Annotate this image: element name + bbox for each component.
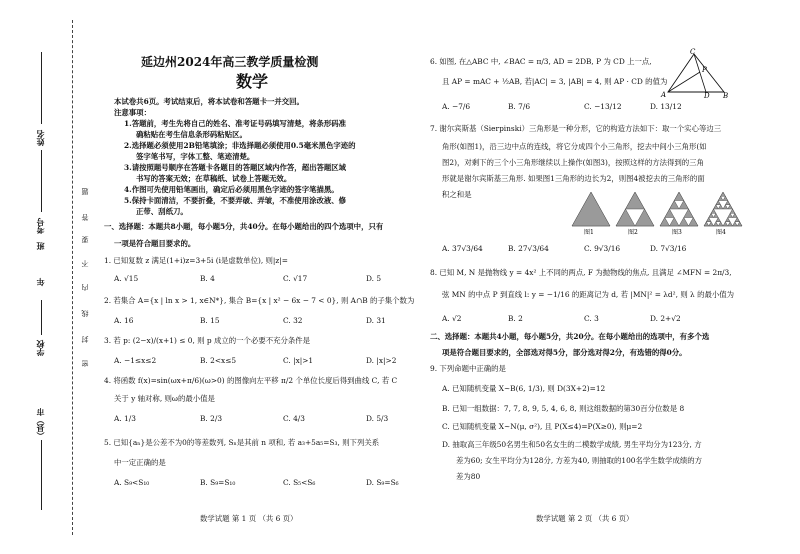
question-7-stem-cont: 形就是谢尔宾斯基三角形. 如果图1三角形的边长为2，则图4被挖去的三角形的面 — [442, 174, 705, 183]
q6-option-a: A. −7/6 — [442, 102, 471, 111]
name-line — [41, 52, 42, 124]
question-1-stem: 1. 已知复数 z 满足(1+i)z=3+5i (i是虚数单位), 则|z|= — [104, 256, 288, 265]
q1-option-d: D. 5 — [366, 274, 382, 283]
sierpinski-figure-4 — [704, 192, 742, 226]
q6-triangle-figure — [660, 48, 730, 98]
exam-title: 延边州2024年高三教学质量检测 — [141, 55, 319, 69]
sierpinski-figure-1 — [572, 192, 610, 226]
q5-option-b: B. S₉=S₁₀ — [200, 478, 236, 487]
page-1-footer: 数学试题 第 1 页 （共 6 页） — [200, 514, 298, 523]
q1-option-c: C. √17 — [283, 274, 308, 283]
notice-line: 签字笔书写，字体工整、笔迹清楚。 — [136, 152, 255, 161]
sierpinski-triangle — [721, 192, 726, 196]
q4-option-c: C. 4/3 — [283, 414, 305, 423]
figure-label: 图1 — [584, 229, 594, 235]
question-7-stem-cont: 积之和是 — [442, 190, 472, 199]
subject-title: 数学 — [236, 72, 269, 91]
sierpinski-triangle — [626, 192, 645, 209]
question-6-stem-cont: 且 AP = mAC + ½AB, 若|AC| = 3, |AB| = 4, 则 AP · CD 的值为 — [442, 77, 668, 86]
q3-option-d: D. |x|>2 — [366, 356, 397, 365]
figure-label: 图4 — [716, 229, 726, 235]
sierpinski-figures — [570, 190, 745, 235]
q3-option-a: A. −1≤x≤2 — [114, 356, 157, 365]
q2-option-d: D. 31 — [366, 316, 386, 325]
q8-option-c: C. 3 — [584, 314, 599, 323]
q9-option-d-cont: 差为80 — [456, 472, 481, 481]
q5-option-c: C. S₅<S₆ — [283, 478, 316, 487]
q4-option-d: D. 5/3 — [366, 414, 389, 423]
seal-word: 线 — [81, 310, 89, 317]
notice-title: 注意事项： — [114, 108, 151, 117]
page-2-footer: 数学试题 第 2 页 （共 6 页） — [536, 514, 634, 523]
q3-option-c: C. |x|>1 — [283, 356, 314, 365]
seal-word: 密 — [81, 360, 89, 367]
q7-option-b: B. 27√3/64 — [508, 244, 549, 253]
q6-option-b: B. 7/6 — [508, 102, 531, 111]
section1-title-cont: 一项是符合题目要求的。 — [114, 239, 196, 248]
q5-option-a: A. S₉<S₁₀ — [114, 478, 150, 487]
question-9-stem: 9. 下列命题中正确的是 — [430, 364, 506, 373]
name-label: 姓名 — [35, 130, 45, 146]
notice-line: 1.答题前，考生先将自己的姓名、准考证号码填写清楚，将条形码准 — [124, 119, 347, 128]
notice-line: 4.作图可先使用铅笔画出，确定后必须用黑色字迹的签字笔描黑。 — [124, 185, 339, 194]
exam-no-line — [41, 150, 42, 212]
section2-title-cont: 项是符合题目要求的，全部选对得5分，部分选对得2分，有选错的得0分。 — [442, 348, 687, 357]
question-3-stem: 3. 若 p: (2−x)/(x+1) ≤ 0, 则 p 成立的一个必要不充分条件是 — [104, 336, 311, 345]
q2-option-b: B. 15 — [200, 316, 220, 325]
question-4-stem-cont: 关于 y 轴对称, 则ω的最小值是 — [114, 394, 215, 403]
question-7-stem: 7. 谢尔宾斯基（Sierpinski）三角形是一种分形，它的构造方法如下：取一个实心等边三 — [430, 124, 722, 133]
q5-option-d: D. S₉=S₆ — [366, 478, 399, 487]
intro-line: 本试卷共6页。考试结束后，将本试卷和答题卡一并交回。 — [114, 97, 304, 106]
section1-title: 一、选择题：本题共8小题，每小题5分，共40分。在每小题给出的四个选项中，只有 — [104, 222, 384, 231]
question-2-stem: 2. 若集合 A={x | ln x > 1, x∈N*}, 集合 B={x | x² − 6x − 7 < 0}, 则 A∩B 的子集个数为 — [104, 296, 415, 305]
notice-line: 5.保持卡面清洁，不要折叠，不要弄破、弄皱，不准使用涂改液、修 — [124, 196, 347, 205]
seal-word: 不 — [81, 260, 89, 267]
notice-line: 正带、刮纸刀。 — [136, 207, 188, 216]
q6-option-d: D. 13/12 — [650, 102, 682, 111]
question-6-stem: 6. 如图, 在△ABC 中, ∠BAC = π/3, AD = 2DB, P 为 CD 上一点, — [430, 57, 652, 66]
exam-no-label: 考号 — [35, 218, 45, 234]
q9-option-b: B. 已知一组数据：7, 7, 8, 9, 5, 4, 6, 8, 则这组数据的第30百分位数是 8 — [442, 404, 685, 413]
label-a: A — [661, 91, 667, 98]
q2-option-c: C. 32 — [283, 316, 303, 325]
notice-line: 2.选择题必须使用2B铅笔填涂；非选择题必须使用0.5毫米黑色字迹的 — [124, 141, 356, 150]
seal-word: 要 — [81, 236, 89, 243]
q7-option-d: D. 7√3/16 — [650, 244, 687, 253]
label-p: P — [702, 66, 707, 74]
figure-label: 图2 — [628, 229, 638, 235]
q8-option-a: A. √2 — [442, 314, 462, 323]
county-label: （县）市 — [35, 408, 45, 440]
q9-option-c: C. 已知随机变量 X~N(μ, σ²), 且 P(X≤4)=P(X≥0), 则μ=2 — [442, 422, 643, 431]
school-line — [41, 300, 42, 335]
sierpinski-triangle — [674, 192, 684, 201]
q1-option-a: A. √15 — [114, 274, 139, 283]
q7-option-c: C. 9√3/16 — [584, 244, 621, 253]
question-4-stem: 4. 将函数 f(x)=sin(ωx+π/6)(ω>0) 的图像向左平移 π/2 个单位长度后得到曲线 C, 若 C — [104, 376, 398, 385]
q8-option-b: B. 2 — [508, 314, 523, 323]
q9-option-a: A. 已知随机变量 X~B(6, 1/3), 则 D(3X+2)=12 — [442, 384, 606, 393]
seal-word: 答 — [81, 214, 89, 221]
label-d: D — [704, 92, 710, 98]
sierpinski-figure-3 — [660, 192, 698, 226]
q6-option-c: C. −13/12 — [584, 102, 622, 111]
q8-option-d: D. 2+√2 — [650, 314, 681, 323]
class-label: 班 — [35, 242, 45, 250]
county-line — [41, 440, 42, 510]
notice-line: 3.请按照题号顺序在答题卡各题目的答题区域内作答，超出答题区域 — [124, 163, 347, 172]
question-8-stem: 8. 已知 M, N 是抛物线 y = 4x² 上不同的两点, F 为抛物线的焦点, 且满足 ∠MFN = 2π/3, — [430, 268, 732, 277]
q9-option-d-cont: 差为60; 女生平均分为128分, 方差为40, 则抽取的100名学生数学成绩的方 — [456, 456, 703, 465]
section2-title: 二、选择题：本题共4小题，每小题5分，共20分。在每小题给出的选项中，有多个选 — [430, 332, 710, 341]
question-7-stem-cont: 角形(如图1)，沿三边中点的连线，将它分成四个小三角形，挖去中间小三角形(如 — [442, 142, 707, 151]
q3-option-b: B. 2<x≤5 — [200, 356, 237, 365]
label-b: B — [723, 92, 729, 98]
label-c: C — [690, 48, 696, 56]
q2-option-a: A. 16 — [114, 316, 134, 325]
segment-ap — [668, 72, 700, 92]
seal-word: 内 — [81, 284, 89, 291]
question-7-stem-cont: 图2)，对剩下的三个小三角形继续以上操作(如图3)，按照这样的方法得到的三角 — [442, 158, 704, 167]
question-5-stem: 5. 已知{aₙ}是公差不为0的等差数列, Sₙ是其前 n 项和, 若 a₃+5a₅=S₃, 则下列关系 — [104, 438, 380, 447]
seal-dashed-line — [72, 20, 73, 535]
question-8-stem-cont: 弦 MN 的中点 P 到直线 l: y = −1/16 的距离记为 d, 若 |MN|² = λd², 则 λ 的最小值为 — [442, 290, 735, 299]
school-label: 学校 — [35, 340, 45, 356]
seal-word: 题 — [81, 188, 89, 195]
q7-option-a: A. 37√3/64 — [442, 244, 483, 253]
seal-word: 封 — [81, 336, 89, 343]
notice-line: 书写的答案无效；在草稿纸、试卷上答题无效。 — [136, 174, 292, 183]
q1-option-b: B. 4 — [200, 274, 215, 283]
question-5-stem-cont: 中一定正确的是 — [114, 458, 166, 467]
sierpinski-triangle — [572, 192, 610, 226]
grade-label: 年 — [35, 278, 45, 286]
figure-label: 图3 — [672, 229, 682, 235]
q4-option-a: A. 1/3 — [114, 414, 136, 423]
notice-line: 确粘贴在考生信息条形码粘贴区。 — [136, 130, 247, 139]
sierpinski-figure-2 — [616, 192, 654, 226]
q4-option-b: B. 2/3 — [200, 414, 223, 423]
q9-option-d: D. 抽取高三年级50名男生和50名女生的二模数学成绩, 男生平均分为123分, 方 — [442, 440, 702, 449]
